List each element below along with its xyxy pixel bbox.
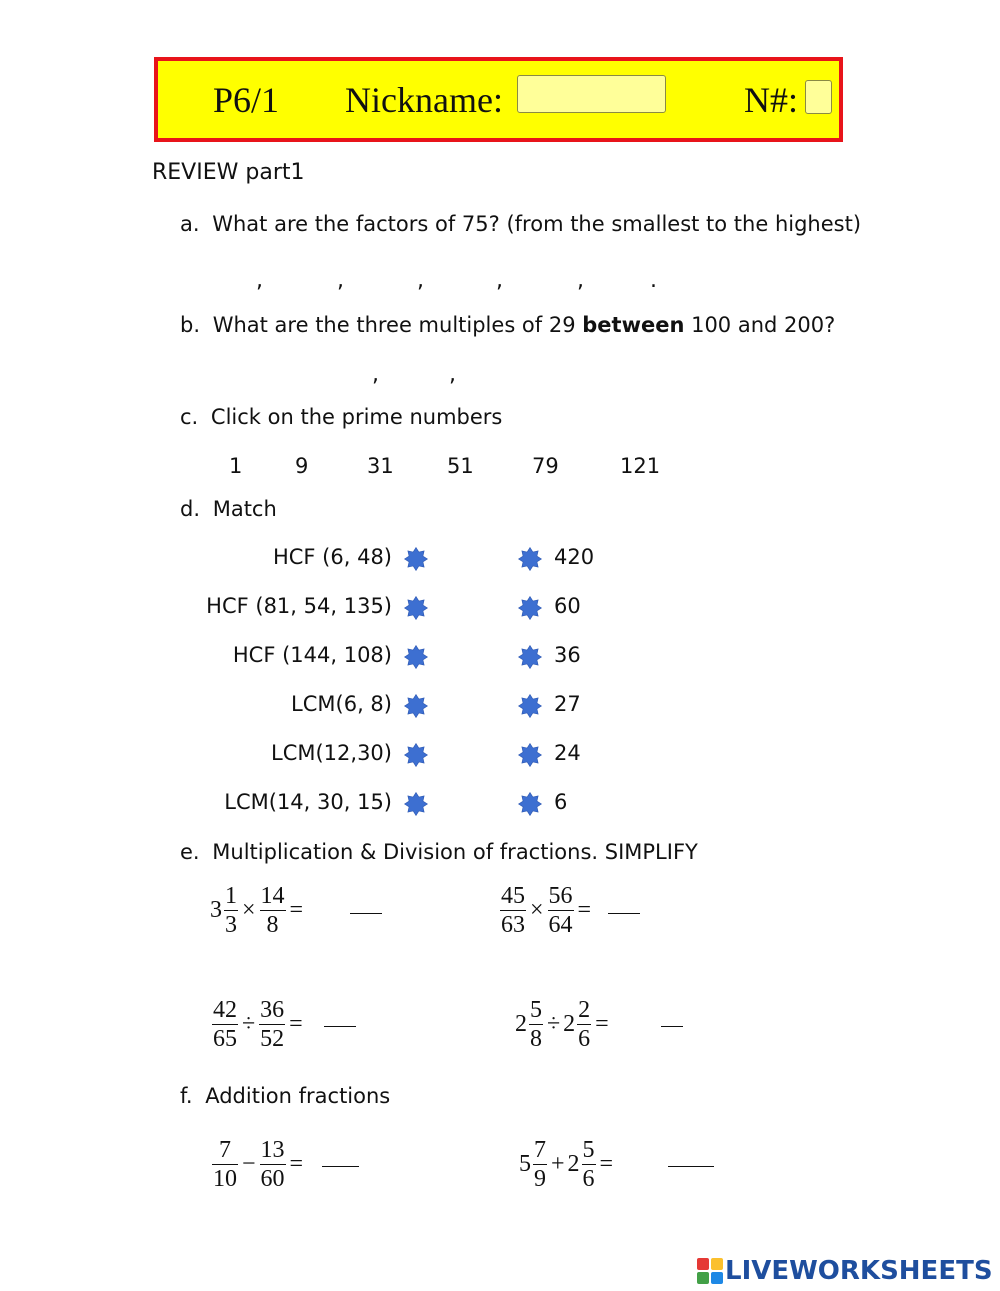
- equals-sign: =: [289, 1011, 303, 1037]
- denominator: 63: [501, 912, 525, 938]
- match-left-item: HCF (144, 108): [232, 643, 392, 667]
- numerator: 7: [219, 1137, 231, 1163]
- answer-line[interactable]: [661, 1026, 683, 1027]
- fraction: [260, 882, 286, 939]
- answer-line[interactable]: [324, 1026, 356, 1027]
- fraction: [259, 996, 285, 1053]
- denominator: 52: [260, 1026, 285, 1052]
- question-text-bold: between: [582, 313, 685, 337]
- match-right-star-icon[interactable]: [518, 645, 542, 669]
- question-letter: d.: [180, 497, 201, 521]
- denominator: 10: [213, 1166, 237, 1192]
- worksheet-title: REVIEW part1: [152, 160, 305, 185]
- question-letter: a.: [180, 212, 200, 236]
- liveworksheets-logo: [697, 1256, 993, 1286]
- fraction: [260, 1136, 286, 1193]
- numerator: 13: [260, 1137, 285, 1163]
- denominator: 65: [213, 1026, 237, 1052]
- operator: ÷: [547, 1011, 561, 1037]
- fraction: [582, 1136, 596, 1193]
- match-left-item: LCM(6, 8): [291, 692, 392, 716]
- fraction: [224, 882, 238, 939]
- question-text: Match: [212, 497, 277, 521]
- question-text-part: What are the three multiples of 29: [212, 313, 583, 337]
- answer-line[interactable]: [608, 913, 640, 914]
- equals-sign: =: [599, 1151, 614, 1177]
- match-left-item: HCF (81, 54, 135): [206, 594, 392, 618]
- worksheet-header: [154, 57, 843, 142]
- match-right-star-icon[interactable]: [518, 694, 542, 718]
- logo-text: LIVEWORKSHEETS: [725, 1256, 993, 1286]
- question-text: Addition fractions: [205, 1084, 391, 1108]
- operator: ÷: [242, 1011, 256, 1037]
- numerator: 5: [582, 1137, 595, 1163]
- denominator: 9: [534, 1166, 546, 1192]
- denominator: 6: [582, 1166, 595, 1192]
- operator: ×: [530, 897, 544, 923]
- question-letter: c.: [180, 405, 199, 429]
- match-right-item: 6: [554, 790, 568, 814]
- denominator: 60: [260, 1166, 285, 1192]
- match-left-star-icon[interactable]: [404, 547, 428, 571]
- fraction: [577, 996, 591, 1053]
- separator: ,: [372, 362, 379, 387]
- match-right-item: 420: [554, 545, 595, 569]
- equals-sign: =: [595, 1011, 609, 1037]
- question-b: [180, 313, 835, 337]
- denominator: 3: [225, 912, 237, 938]
- match-left-star-icon[interactable]: [404, 743, 428, 767]
- class-label: P6/1: [213, 80, 280, 120]
- match-right-item: 24: [554, 741, 581, 765]
- fraction-equation-f1: [211, 1136, 306, 1193]
- numerator: 45: [501, 883, 525, 909]
- numerator: 1: [225, 883, 237, 909]
- prime-choice[interactable]: 79: [532, 454, 559, 478]
- match-right-star-icon[interactable]: [518, 547, 542, 571]
- fraction: [212, 996, 238, 1053]
- match-right-star-icon[interactable]: [518, 792, 542, 816]
- separator: ,: [577, 268, 584, 293]
- numerator: 56: [548, 883, 573, 909]
- whole-number: 2: [515, 1011, 527, 1037]
- denominator: 8: [530, 1026, 542, 1052]
- fraction: [529, 996, 543, 1053]
- prime-choice[interactable]: 51: [447, 454, 474, 478]
- match-right-item: 27: [554, 692, 581, 716]
- fraction-equation-e1: [210, 882, 306, 939]
- prime-choice[interactable]: 31: [367, 454, 394, 478]
- question-f: [180, 1084, 390, 1108]
- prime-choice[interactable]: 9: [295, 454, 309, 478]
- question-e: [180, 840, 698, 864]
- number-input[interactable]: [805, 80, 832, 114]
- question-c: [180, 405, 502, 429]
- separator: ,: [496, 268, 503, 293]
- question-text: [213, 313, 836, 337]
- fraction-equation-f2: [519, 1136, 616, 1193]
- numerator: 36: [260, 997, 285, 1023]
- nickname-input[interactable]: [517, 75, 666, 113]
- separator: ,: [417, 268, 424, 293]
- question-letter: b.: [180, 313, 201, 337]
- fraction: [533, 1136, 547, 1193]
- fraction: [500, 882, 526, 939]
- match-left-star-icon[interactable]: [404, 694, 428, 718]
- answer-line[interactable]: [322, 1166, 359, 1167]
- whole-number: 2: [567, 1151, 580, 1177]
- match-left-item: HCF (6, 48): [272, 545, 392, 569]
- fraction: [212, 1136, 238, 1193]
- question-d: [180, 497, 277, 521]
- equals-sign: =: [577, 897, 592, 923]
- question-letter: e.: [180, 840, 200, 864]
- question-letter: f.: [180, 1084, 193, 1108]
- question-a: [180, 212, 861, 236]
- fraction-equation-e4: [515, 996, 612, 1053]
- nickname-label: Nickname:: [345, 80, 503, 120]
- fraction: [548, 882, 574, 939]
- answer-line[interactable]: [350, 913, 382, 914]
- question-text: What are the factors of 75? (from the smallest to the highest): [212, 212, 862, 236]
- match-left-star-icon[interactable]: [404, 645, 428, 669]
- match-left-item: LCM(12,30): [271, 741, 392, 765]
- match-left-item: LCM(14, 30, 15): [224, 790, 392, 814]
- match-right-item: 60: [554, 594, 581, 618]
- match-left-star-icon[interactable]: [404, 792, 428, 816]
- equals-sign: =: [289, 897, 304, 923]
- whole-number: 3: [210, 897, 222, 923]
- denominator: 64: [548, 912, 573, 938]
- prime-choice[interactable]: 121: [620, 454, 661, 478]
- operator: +: [551, 1151, 565, 1177]
- numerator: 7: [534, 1137, 546, 1163]
- numerator: 2: [578, 997, 591, 1023]
- question-text: Click on the prime numbers: [210, 405, 503, 429]
- match-left-star-icon[interactable]: [404, 596, 428, 620]
- logo-blocks-icon: [697, 1258, 723, 1284]
- match-right-star-icon[interactable]: [518, 596, 542, 620]
- separator: ,: [449, 362, 456, 387]
- separator: ,: [337, 268, 344, 293]
- match-right-item: 36: [554, 643, 581, 667]
- whole-number: 5: [519, 1151, 531, 1177]
- equals-sign: =: [289, 1151, 304, 1177]
- operator: −: [242, 1151, 256, 1177]
- numerator: 5: [530, 997, 542, 1023]
- answer-line[interactable]: [668, 1166, 714, 1167]
- numerator: 42: [213, 997, 237, 1023]
- operator: ×: [242, 897, 256, 923]
- whole-number: 2: [563, 1011, 576, 1037]
- fraction-equation-e3: [211, 996, 306, 1053]
- match-right-star-icon[interactable]: [518, 743, 542, 767]
- denominator: 8: [266, 912, 279, 938]
- question-text: Multiplication & Division of fractions. SIMPLIFY: [212, 840, 698, 864]
- question-text-part: 100 and 200?: [684, 313, 836, 337]
- denominator: 6: [578, 1026, 591, 1052]
- separator: ,: [256, 268, 263, 293]
- numerator: 14: [260, 883, 285, 909]
- separator: .: [650, 268, 657, 293]
- fraction-equation-e2: [499, 882, 594, 939]
- prime-choice[interactable]: 1: [229, 454, 243, 478]
- number-label: N#:: [744, 80, 798, 120]
